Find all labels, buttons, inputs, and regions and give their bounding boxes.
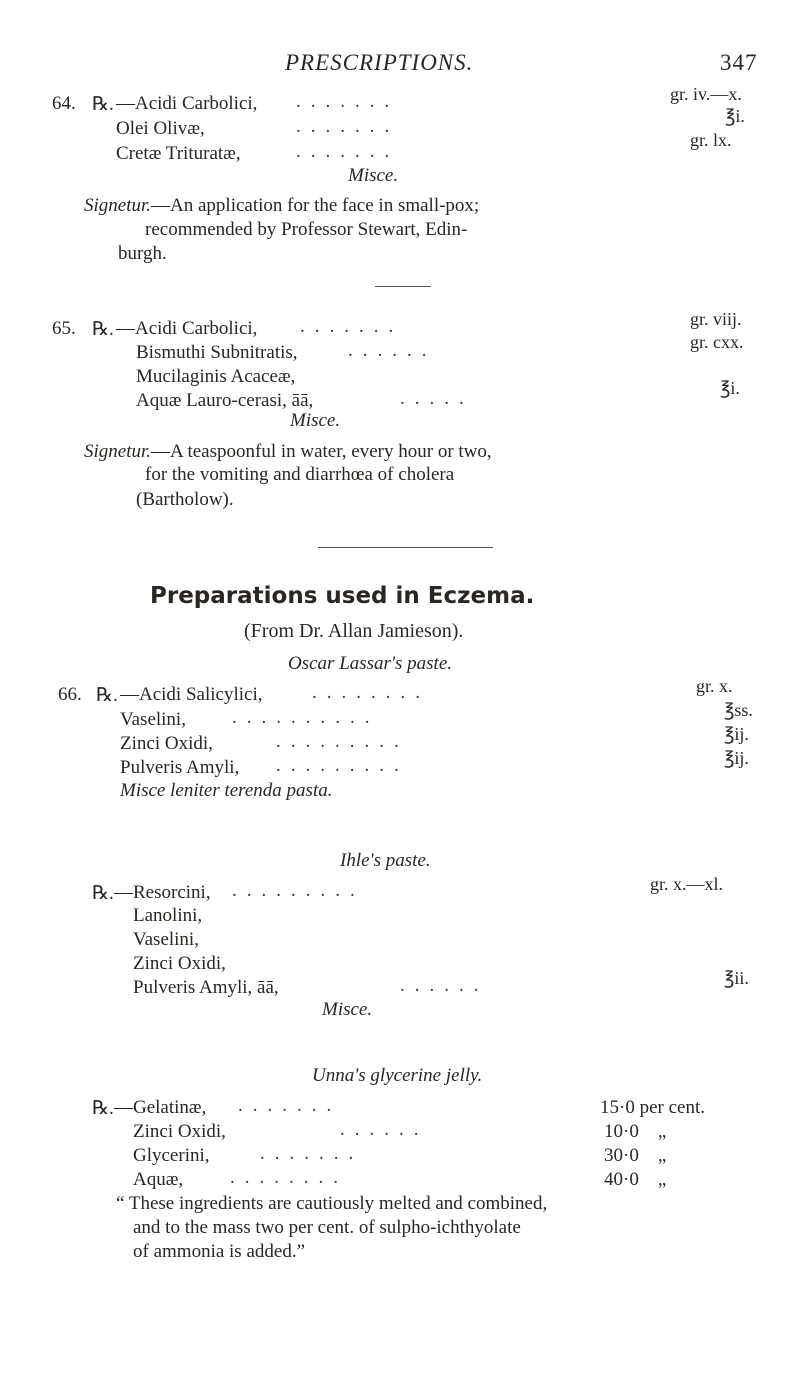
signetur-label: Signetur. (84, 195, 152, 216)
leader-dots: ....... (296, 116, 400, 137)
ingredient-name: Aquæ Lauro-cerasi, āā, (136, 390, 314, 411)
misce: Misce leniter terenda pasta. (120, 780, 333, 801)
ingredient-name: Aquæ, (133, 1169, 184, 1190)
ingredient-name: Bismuthi Subnitratis, (136, 342, 298, 363)
leader-dots: ....... (296, 141, 400, 162)
leader-dots: ....... (296, 91, 400, 112)
note-text: “ These ingredients are cautiously melted and combined, (116, 1193, 548, 1214)
signetur-line (84, 195, 479, 217)
rx-symbol: ℞. (92, 883, 114, 904)
ingredient-name: Olei Olivæ, (116, 118, 205, 139)
subsection-title: Unna's glycerine jelly. (312, 1065, 483, 1086)
signetur-text: burgh. (118, 243, 167, 264)
ingredient-name: —Resorcini, (114, 882, 211, 903)
rx-number: 65. (52, 318, 76, 339)
note-text: of ammonia is added.” (133, 1241, 306, 1262)
signetur-text: recommended by Professor Stewart, Edin- (145, 219, 468, 240)
divider (318, 547, 493, 548)
leader-dots: ....... (300, 316, 404, 337)
leader-dots: ......... (276, 755, 409, 776)
ingredient-qty: ℥ij. (724, 748, 749, 768)
ingredient-name: Vaselini, (133, 929, 199, 950)
ingredient-qty: ℥i. (725, 106, 745, 126)
signetur-line (84, 441, 492, 463)
misce: Misce. (322, 999, 373, 1020)
rx-symbol: ℞. (92, 1098, 114, 1119)
ingredient-name: —Acidi Carbolici, (116, 93, 258, 114)
ingredient-qty: gr. viij. (690, 309, 742, 329)
subsection-title: Oscar Lassar's paste. (288, 653, 453, 674)
misce: Misce. (348, 165, 399, 186)
rx-number: 66. (58, 684, 82, 705)
divider (375, 286, 431, 287)
leader-dots: ...... (348, 340, 437, 361)
signetur-text: —An application for the face in small-pox; (151, 195, 480, 216)
signetur-label: Signetur. (84, 441, 152, 462)
leader-dots: ......... (232, 880, 365, 901)
ingredient-name: Pulveris Amyli, (120, 757, 240, 778)
rx-number: 64. (52, 93, 76, 114)
section-title: Preparations used in Eczema. (150, 583, 535, 609)
rx-symbol: ℞. (92, 319, 114, 340)
ingredient-name: Mucilaginis Acaceæ, (136, 366, 296, 387)
rx-symbol: ℞. (92, 94, 114, 115)
ingredient-name: Zinci Oxidi, (133, 953, 226, 974)
leader-dots: .......... (232, 707, 380, 728)
ingredient-name: Glycerini, (133, 1145, 210, 1166)
ingredient-name: Lanolini, (133, 905, 203, 926)
page-number: 347 (720, 50, 758, 75)
subsection-title: Ihle's paste. (340, 850, 431, 871)
leader-dots: ...... (340, 1119, 429, 1140)
leader-dots: ....... (238, 1095, 342, 1116)
signetur-text: (Bartholow). (136, 489, 234, 510)
ingredient-name: Cretæ Trituratæ, (116, 143, 241, 164)
misce: Misce. (290, 410, 341, 431)
ingredient-qty: 10·0 „ (604, 1121, 667, 1142)
leader-dots: ....... (260, 1143, 364, 1164)
ingredient-name: —Acidi Salicylici, (120, 684, 263, 705)
ingredient-name: Pulveris Amyli, āā, (133, 977, 279, 998)
ingredient-qty: 15·0 per cent. (600, 1097, 705, 1118)
ingredient-name: Zinci Oxidi, (120, 733, 213, 754)
page-header-title: PRESCRIPTIONS. (285, 50, 474, 75)
ingredient-name: —Gelatinæ, (114, 1097, 207, 1118)
leader-dots: ..... (400, 388, 474, 409)
signetur-text: for the vomiting and diarrhœa of cholera (145, 464, 455, 485)
ingredient-qty: ℥i. (720, 378, 740, 398)
ingredient-qty: gr. lx. (690, 130, 732, 150)
ingredient-qty: gr. x.—xl. (650, 874, 724, 894)
rx-symbol: ℞. (96, 685, 118, 706)
ingredient-qty: ℥ij. (724, 724, 749, 744)
ingredient-name: Vaselini, (120, 709, 186, 730)
leader-dots: ......... (276, 731, 409, 752)
ingredient-qty: 40·0 „ (604, 1169, 667, 1190)
ingredient-qty: gr. x. (696, 676, 733, 696)
signetur-text: —A teaspoonful in water, every hour or two, (151, 441, 492, 462)
ingredient-name: —Acidi Carbolici, (116, 318, 258, 339)
ingredient-qty: gr. iv.—x. (670, 84, 742, 104)
ingredient-qty: gr. cxx. (690, 332, 744, 352)
ingredient-qty: ℥ii. (724, 968, 749, 988)
leader-dots: ........ (312, 682, 430, 703)
note-text: and to the mass two per cent. of sulpho-ichthyolate (133, 1217, 521, 1238)
ingredient-name: Zinci Oxidi, (133, 1121, 226, 1142)
ingredient-qty: ℥ss. (724, 700, 753, 720)
section-source: (From Dr. Allan Jamieson). (244, 620, 464, 642)
leader-dots: ........ (230, 1167, 348, 1188)
ingredient-qty: 30·0 „ (604, 1145, 667, 1166)
leader-dots: ...... (400, 975, 489, 996)
